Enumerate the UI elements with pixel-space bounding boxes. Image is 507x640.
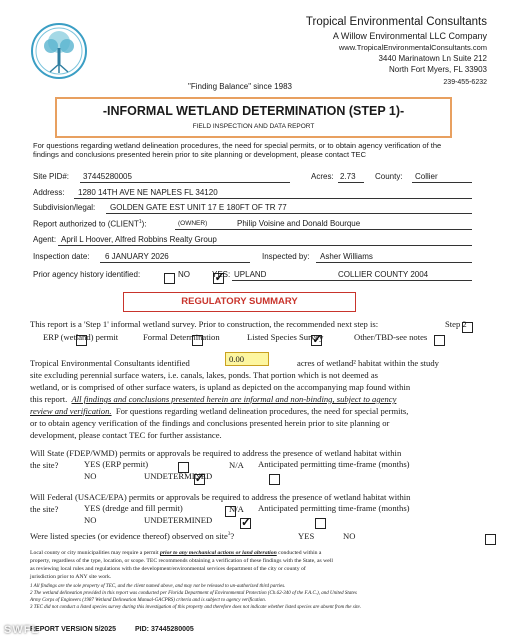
state-yes-label: YES (ERP permit) xyxy=(84,459,149,469)
federal-question-1: Will Federal (USACE/EPA) permits or approvals be required to address the presence of wetland habitat within xyxy=(30,492,411,502)
fine-print-3: as reviewing local rules and regulations with the development/environmental services department of the city or county of xyxy=(30,566,306,572)
listed-yes-checkbox[interactable] xyxy=(485,534,496,545)
step2-label: Step 2 xyxy=(445,319,467,329)
identified-line-5a: review and verification. xyxy=(30,406,112,416)
footnote-1: 1 All findings are the sole property of TEC, and the client named above, and may not be released to un-authorized third parties. xyxy=(30,584,286,589)
agent-label: Agent: xyxy=(33,235,57,244)
company-address-2: North Fort Myers, FL 33903 xyxy=(389,65,487,74)
other-label: Other/TBD-see notes xyxy=(354,332,428,342)
company-phone: 239-455-6232 xyxy=(443,79,487,86)
identified-line-5 xyxy=(30,406,408,416)
wetland-acres-value: 0.00 xyxy=(225,352,269,366)
company-name: Tropical Environmental Consultants xyxy=(305,16,487,28)
company-address-1: 3440 Marinatown Ln Suite 212 xyxy=(378,54,487,63)
footnote-4: 3 TEC did not conduct a listed species survey during this investigation of this property and therefore does not indicate whether listed species are absent from the site. xyxy=(30,605,361,610)
authorized-sup: 1 xyxy=(138,219,142,225)
footnote-2: 2 The wetland delineation provided in this report was conducted per Florida Department of Environmental Protection (Ch.62-340 of the F.A.C.), and United States xyxy=(30,591,357,596)
authorized-value: Philip Voisine and Donald Bourque xyxy=(237,219,361,228)
identified-prefix: Tropical Environmental Consultants identified xyxy=(30,358,190,368)
identified-line-3: wetland, or is comprised of other surface waters, is upland as depicted on the accompanying map found within xyxy=(30,382,411,392)
fine-print-1 xyxy=(30,550,321,556)
state-undetermined-checkbox[interactable] xyxy=(269,474,280,485)
acres-value: 2.73 xyxy=(340,172,356,181)
federal-no-label: NO xyxy=(84,515,97,525)
state-timeframe: Anticipated permitting time-frame (months) xyxy=(258,459,410,469)
acres-label: Acres: xyxy=(311,172,334,181)
inspection-value: 6 JANUARY 2026 xyxy=(105,252,169,261)
listed-question xyxy=(30,531,234,541)
federal-yes-label: YES (dredge and fill permit) xyxy=(84,503,183,513)
identified-line-7: development, please contact TEC for further assistance. xyxy=(30,430,222,440)
listed-no-label: NO xyxy=(343,531,356,541)
federal-undetermined-checkbox[interactable] xyxy=(315,518,326,529)
company-website: www.TropicalEnvironmentalConsultants.com xyxy=(338,43,487,52)
formal-label: Formal Determination xyxy=(143,332,220,342)
inspected-label: Inspected by: xyxy=(262,252,310,261)
tree-of-life-icon xyxy=(30,22,88,80)
summary-line-1: This report is a 'Step 1' informal wetland survey. Prior to construction, the recommended next step is: xyxy=(30,319,379,329)
county-label: County: xyxy=(375,172,403,181)
inspection-label: Inspection date: xyxy=(33,252,90,261)
footer-pid: PID: 37445280005 xyxy=(135,626,194,633)
company-tagline: "Finding Balance" since 1983 xyxy=(188,82,292,91)
intro-text: For questions regarding wetland delineation procedures, the need for special permits, or to obtain agency verification of the findings and conclusions presented herein prior to site planning or development, please contact TEC xyxy=(33,141,442,159)
pid-value: 37445280005 xyxy=(83,172,132,181)
agent-value: April L Hoover, Alfred Robbins Realty Group xyxy=(61,235,217,244)
state-na: N/A xyxy=(229,460,244,470)
listed-question-after: ? xyxy=(230,531,235,541)
federal-no-checkbox[interactable] xyxy=(240,518,251,529)
federal-question-2: the site? xyxy=(30,504,59,514)
listed-label: Listed Species Survey xyxy=(247,332,324,342)
fine-print-2: property, regardless of the type, location, or scope. TEC recommends obtaining a verification of these findings with the State, as well xyxy=(30,558,333,564)
listed-question-sup: 3 xyxy=(227,532,231,538)
subdivision-value: GOLDEN GATE EST UNIT 17 E 180FT OF TR 77 xyxy=(110,203,287,212)
prior-yes-value: UPLAND xyxy=(234,270,267,279)
company-logo xyxy=(30,22,88,80)
state-question-2: the site? xyxy=(30,460,59,470)
report-version: REPORT VERSION 5/2025 xyxy=(30,626,116,633)
fine-print-1b: prior to any mechanical actions or land alteration xyxy=(159,550,277,556)
summary-title: REGULATORY SUMMARY xyxy=(181,296,298,307)
state-undetermined-label: UNDETERMINED xyxy=(144,471,213,481)
identified-line-4a: this report. xyxy=(30,394,72,404)
state-question-1: Will State (FDEP/WMD) permits or approvals be required to address the presence of wetland habitat within xyxy=(30,448,402,458)
company-subtitle: A Willow Environmental LLC Company xyxy=(332,31,487,41)
prior-note: COLLIER COUNTY 2004 xyxy=(338,270,429,279)
identified-suffix: acres of wetland² habitat within the study xyxy=(297,358,439,368)
federal-na: N/A xyxy=(229,504,244,514)
fine-print-1a: Local county or city municipalities may require a permit xyxy=(30,550,160,556)
footnote-3: Army Corps of Engineers (1987 Wetland Delineation Manual-GACPRS) criteria and is subject to agency verification. xyxy=(30,598,267,603)
fine-print-4: jurisdiction prior to ANY site work. xyxy=(30,574,112,580)
report-subtitle: FIELD INSPECTION AND DATA REPORT xyxy=(192,123,315,130)
listed-yes-label: YES xyxy=(298,531,315,541)
listed-question-text: Were listed species (or evidence thereof) observed on site xyxy=(30,531,228,541)
authorized-label-text: Report authorized to (CLIENT xyxy=(33,219,139,229)
identified-line-2: site excluding perennial surface waters, i.e. canals, lakes, ponds. That portion which is not deemed as xyxy=(30,370,379,380)
pid-label: Site PID#: xyxy=(33,172,70,181)
subdivision-label: Subdivision/legal: xyxy=(33,203,96,212)
inspected-value: Asher Williams xyxy=(320,252,373,261)
fine-print-1c: conducted within a xyxy=(276,550,322,556)
identified-line-4b: All findings and conclusions presented herein are informal and non-binding, subject to agency xyxy=(71,394,397,404)
address-value: 1280 14TH AVE NE NAPLES FL 34120 xyxy=(78,188,218,197)
prior-no-label: NO xyxy=(178,270,190,279)
federal-timeframe: Anticipated permitting time-frame (months) xyxy=(258,503,410,513)
state-no-label: NO xyxy=(84,471,97,481)
prior-yes-label: YES: xyxy=(212,270,231,279)
authorized-label-after: ): xyxy=(141,219,147,229)
identified-line-5b: For questions regarding wetland delineation procedures, the need for special permits, xyxy=(111,406,409,416)
report-title: -INFORMAL WETLAND DETERMINATION (STEP 1)- xyxy=(102,104,405,118)
erp-label: ERP (wetland) permit xyxy=(43,332,119,342)
prior-history-label: Prior agency history identified: xyxy=(33,270,141,279)
address-label: Address: xyxy=(33,188,65,197)
other-checkbox[interactable] xyxy=(434,335,445,346)
owner-tag: (OWNER) xyxy=(178,220,208,227)
identified-line-4 xyxy=(30,394,396,404)
identified-line-6: or to obtain agency verification of the findings and conclusions presented herein prior to site planning or xyxy=(30,418,390,428)
county-value: Collier xyxy=(415,172,438,181)
watermark: SWFL xyxy=(4,624,40,636)
federal-undetermined-label: UNDETERMINED xyxy=(144,515,213,525)
authorized-label xyxy=(33,219,147,229)
prior-no-checkbox[interactable] xyxy=(164,273,175,284)
